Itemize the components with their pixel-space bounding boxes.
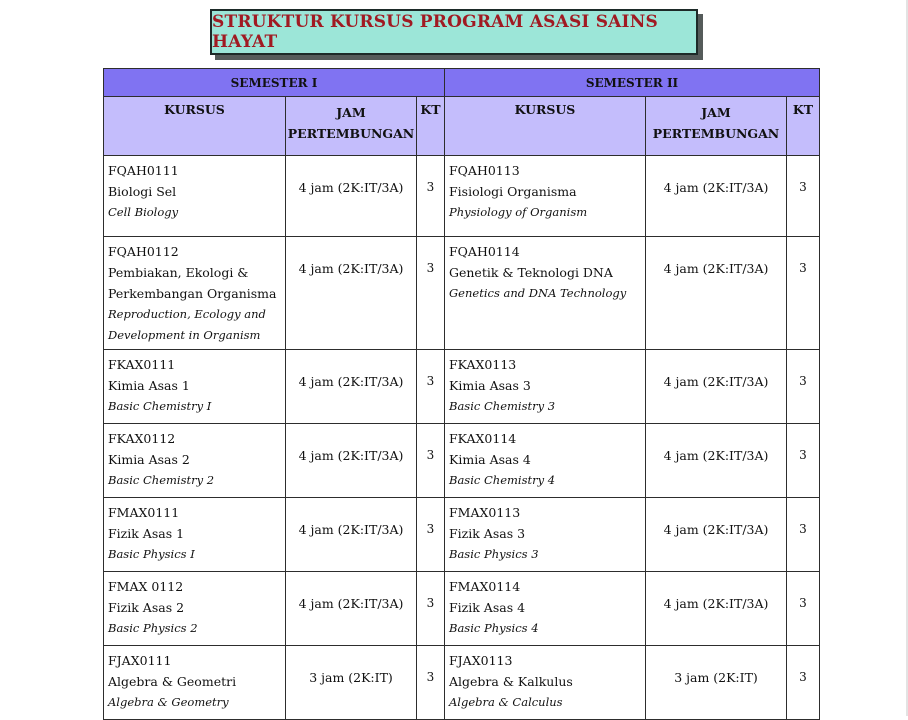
kursus-header: KURSUS <box>445 97 646 156</box>
course-name: Genetik & Teknologi DNA <box>449 265 613 280</box>
course-name: Pembiakan, Ekologi & Perkembangan Organisma <box>108 265 277 301</box>
contact-hours-cell: 4 jam (2K:IT/3A) <box>286 572 417 646</box>
course-name: Fisiologi Organisma <box>449 184 577 199</box>
credit-hours-cell: 3 <box>417 424 445 498</box>
course-english-name: Basic Physics 3 <box>449 547 539 561</box>
course-cell <box>445 572 646 646</box>
credit-hours-cell: 3 <box>787 424 820 498</box>
course-code: FMAX0114 <box>449 579 521 594</box>
credit-hours-cell: 3 <box>417 350 445 424</box>
credit-hours-cell: 3 <box>417 646 445 720</box>
semester-1-header: SEMESTER I <box>104 69 445 97</box>
course-english-name: Cell Biology <box>108 205 179 219</box>
course-code: FKAX0111 <box>108 357 176 372</box>
contact-hours-cell: 4 jam (2K:IT/3A) <box>286 237 417 350</box>
credit-hours-cell: 3 <box>417 237 445 350</box>
course-cell <box>445 646 646 720</box>
course-english-name: Basic Chemistry 4 <box>449 473 556 487</box>
semester-2-header: SEMESTER II <box>445 69 820 97</box>
course-name: Fizik Asas 3 <box>449 526 526 541</box>
page-title-box <box>210 9 698 55</box>
course-name: Kimia Asas 1 <box>108 378 190 393</box>
course-english-name: Basic Chemistry 3 <box>449 399 556 413</box>
credit-hours-cell: 3 <box>787 156 820 237</box>
course-code: FMAX 0112 <box>108 579 184 594</box>
table-row <box>104 237 820 350</box>
course-code: FQAH0114 <box>449 244 520 259</box>
course-cell <box>104 424 286 498</box>
course-code: FQAH0111 <box>108 163 179 178</box>
credit-hours-cell: 3 <box>787 350 820 424</box>
course-name: Kimia Asas 2 <box>108 452 190 467</box>
contact-hours-cell: 4 jam (2K:IT/3A) <box>646 424 787 498</box>
course-code: FMAX0113 <box>449 505 521 520</box>
course-structure-table <box>103 68 820 720</box>
table-row <box>104 646 820 720</box>
table-row <box>104 156 820 237</box>
credit-hours-cell: 3 <box>787 572 820 646</box>
course-code: FKAX0112 <box>108 431 176 446</box>
course-name: Fizik Asas 2 <box>108 600 185 615</box>
course-name: Algebra & Kalkulus <box>449 674 573 689</box>
contact-hours-cell: 4 jam (2K:IT/3A) <box>286 156 417 237</box>
contact-hours-cell: 4 jam (2K:IT/3A) <box>286 424 417 498</box>
course-english-name: Basic Chemistry 2 <box>108 473 215 487</box>
course-english-name: Algebra & Geometry <box>108 695 229 709</box>
course-english-name: Basic Physics 2 <box>108 621 198 635</box>
credit-hours-cell: 3 <box>787 237 820 350</box>
course-english-name: Basic Physics I <box>108 547 195 561</box>
course-cell <box>445 350 646 424</box>
course-english-name: Basic Physics 4 <box>449 621 539 635</box>
course-cell <box>104 237 286 350</box>
jam-header: JAM PERTEMBUNGAN <box>286 97 417 156</box>
course-english-name: Genetics and DNA Technology <box>449 286 627 300</box>
course-english-name: Physiology of Organism <box>449 205 588 219</box>
course-code: FJAX0113 <box>449 653 513 668</box>
table-row <box>104 498 820 572</box>
page-title: STRUKTUR KURSUS PROGRAM ASASI SAINS HAYAT <box>212 12 658 52</box>
course-code: FKAX0113 <box>449 357 517 372</box>
table-row <box>104 424 820 498</box>
table-row <box>104 572 820 646</box>
course-name: Kimia Asas 4 <box>449 452 531 467</box>
course-cell <box>445 237 646 350</box>
credit-hours-cell: 3 <box>417 498 445 572</box>
contact-hours-cell: 4 jam (2K:IT/3A) <box>646 350 787 424</box>
credit-hours-cell: 3 <box>417 572 445 646</box>
course-code: FQAH0113 <box>449 163 520 178</box>
kt-header: KT <box>787 97 820 156</box>
course-code: FMAX0111 <box>108 505 180 520</box>
course-name: Fizik Asas 1 <box>108 526 185 541</box>
course-name: Fizik Asas 4 <box>449 600 526 615</box>
course-name: Biologi Sel <box>108 184 177 199</box>
course-code: FQAH0112 <box>108 244 179 259</box>
course-cell <box>104 498 286 572</box>
course-cell <box>104 350 286 424</box>
course-cell <box>104 156 286 237</box>
kt-header: KT <box>417 97 445 156</box>
contact-hours-cell: 4 jam (2K:IT/3A) <box>646 237 787 350</box>
credit-hours-cell: 3 <box>787 498 820 572</box>
credit-hours-cell: 3 <box>787 646 820 720</box>
contact-hours-cell: 4 jam (2K:IT/3A) <box>286 350 417 424</box>
course-cell <box>104 572 286 646</box>
contact-hours-cell: 4 jam (2K:IT/3A) <box>646 156 787 237</box>
course-cell <box>445 424 646 498</box>
course-cell <box>445 498 646 572</box>
course-code: FJAX0111 <box>108 653 172 668</box>
course-cell <box>104 646 286 720</box>
course-english-name: Reproduction, Ecology and Development in Organism <box>108 307 266 342</box>
course-name: Algebra & Geometri <box>108 674 237 689</box>
course-english-name: Basic Chemistry I <box>108 399 212 413</box>
course-english-name: Algebra & Calculus <box>449 695 563 709</box>
contact-hours-cell: 4 jam (2K:IT/3A) <box>646 572 787 646</box>
contact-hours-cell: 4 jam (2K:IT/3A) <box>646 498 787 572</box>
contact-hours-cell: 4 jam (2K:IT/3A) <box>286 498 417 572</box>
course-cell <box>445 156 646 237</box>
course-code: FKAX0114 <box>449 431 517 446</box>
credit-hours-cell: 3 <box>417 156 445 237</box>
jam-header: JAM PERTEMBUNGAN <box>646 97 787 156</box>
contact-hours-cell: 3 jam (2K:IT) <box>286 646 417 720</box>
kursus-header: KURSUS <box>104 97 286 156</box>
table-row <box>104 350 820 424</box>
contact-hours-cell: 3 jam (2K:IT) <box>646 646 787 720</box>
course-name: Kimia Asas 3 <box>449 378 531 393</box>
